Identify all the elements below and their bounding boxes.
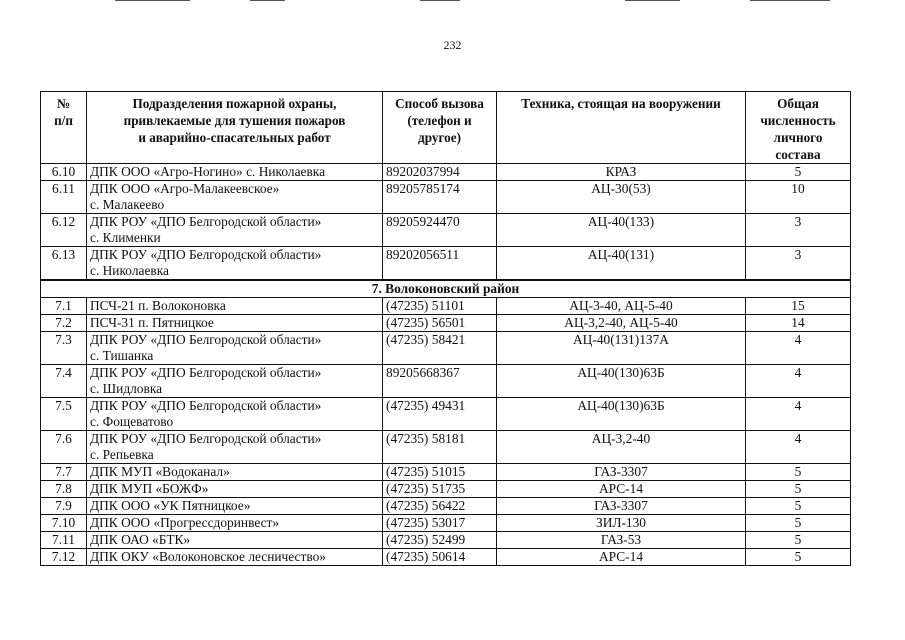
row-number: 6.12 <box>41 214 87 247</box>
unit-name <box>87 181 383 214</box>
unit-name-line: с. Николаевка <box>90 263 169 278</box>
equipment: ГАЗ-3307 <box>497 464 746 481</box>
unit-name-line: ПСЧ-21 п. Волоконовка <box>90 298 226 313</box>
call-method: (47235) 49431 <box>383 398 497 431</box>
unit-name <box>87 431 383 464</box>
table-row <box>41 464 851 481</box>
table-body-before <box>41 164 851 281</box>
staff-count: 4 <box>746 398 851 431</box>
unit-name <box>87 332 383 365</box>
unit-name-line: ДПК РОУ «ДПО Белгородской области» <box>90 431 322 446</box>
equipment: АРС-14 <box>497 481 746 498</box>
row-number: 7.9 <box>41 498 87 515</box>
row-number: 7.8 <box>41 481 87 498</box>
unit-name-line: с. Фощеватово <box>90 414 174 429</box>
unit-name-line: с. Репьевка <box>90 447 154 462</box>
table-row <box>41 315 851 332</box>
table-row <box>41 481 851 498</box>
row-number: 7.11 <box>41 532 87 549</box>
call-method: 89202056511 <box>383 247 497 281</box>
unit-name <box>87 164 383 181</box>
unit-name-line: ДПК МУП «Водоканал» <box>90 464 230 479</box>
call-method: (47235) 53017 <box>383 515 497 532</box>
unit-name-line: ДПК ООО «Агро-Малакеевское» <box>90 181 280 196</box>
equipment: АЦ-3,2-40, АЦ-5-40 <box>497 315 746 332</box>
unit-name-line: ДПК ООО «УК Пятницкое» <box>90 498 251 513</box>
call-method: (47235) 56501 <box>383 315 497 332</box>
row-number: 7.4 <box>41 365 87 398</box>
table-row <box>41 332 851 365</box>
unit-name-line: с. Тишанка <box>90 348 154 363</box>
row-number: 7.5 <box>41 398 87 431</box>
staff-count: 5 <box>746 549 851 566</box>
row-number: 6.11 <box>41 181 87 214</box>
unit-name <box>87 481 383 498</box>
header-unit: Подразделения пожарной охраны, привлекаемые для тушения пожаров и аварийно-спасательных работ <box>87 92 383 164</box>
table-row <box>41 398 851 431</box>
staff-count: 5 <box>746 515 851 532</box>
unit-name-line: с. Клименки <box>90 230 161 245</box>
unit-name <box>87 532 383 549</box>
call-method: 89202037994 <box>383 164 497 181</box>
equipment: АЦ-40(133) <box>497 214 746 247</box>
unit-name-line: ДПК ОКУ «Волоконовское лесничество» <box>90 549 326 564</box>
unit-name <box>87 298 383 315</box>
equipment: АЦ-3,2-40 <box>497 431 746 464</box>
unit-name-line: ДПК ОАО «БТК» <box>90 532 191 547</box>
call-method: (47235) 58181 <box>383 431 497 464</box>
call-method: (47235) 52499 <box>383 532 497 549</box>
unit-name-line: ДПК РОУ «ДПО Белгородской области» <box>90 247 322 262</box>
staff-count: 14 <box>746 315 851 332</box>
fire-units-table <box>40 91 851 566</box>
unit-name <box>87 549 383 566</box>
unit-name-line: ДПК РОУ «ДПО Белгородской области» <box>90 398 322 413</box>
call-method: 89205785174 <box>383 181 497 214</box>
staff-count: 5 <box>746 498 851 515</box>
table-row <box>41 532 851 549</box>
equipment: АЦ-40(131)137А <box>497 332 746 365</box>
unit-name <box>87 315 383 332</box>
row-number: 6.10 <box>41 164 87 181</box>
row-number: 7.10 <box>41 515 87 532</box>
unit-name-line: с. Шидловка <box>90 381 163 396</box>
unit-name <box>87 515 383 532</box>
equipment: АЦ-40(131) <box>497 247 746 281</box>
equipment: АЦ-3-40, АЦ-5-40 <box>497 298 746 315</box>
unit-name <box>87 398 383 431</box>
table-row <box>41 298 851 315</box>
equipment: АЦ-40(130)63Б <box>497 365 746 398</box>
table-row <box>41 247 851 281</box>
unit-name <box>87 464 383 481</box>
row-number: 7.6 <box>41 431 87 464</box>
page-number: 232 <box>443 38 462 52</box>
equipment: КРАЗ <box>497 164 746 181</box>
table-header-row <box>41 92 851 164</box>
table-row <box>41 431 851 464</box>
header-call-method: Способ вызова (телефон и другое) <box>383 92 497 164</box>
table-section <box>41 280 851 298</box>
call-method: (47235) 51015 <box>383 464 497 481</box>
unit-name-line: ДПК МУП «БОЖФ» <box>90 481 209 496</box>
row-number: 6.13 <box>41 247 87 281</box>
header-equipment: Техника, стоящая на вооружении <box>497 92 746 164</box>
section-row <box>41 280 851 298</box>
row-number: 7.1 <box>41 298 87 315</box>
table-row <box>41 515 851 532</box>
equipment: АЦ-30(53) <box>497 181 746 214</box>
table-body-after <box>41 298 851 566</box>
header-num: № п/п <box>41 92 87 164</box>
table-row <box>41 181 851 214</box>
call-method: (47235) 56422 <box>383 498 497 515</box>
table-row <box>41 498 851 515</box>
unit-name-line: с. Малакеево <box>90 197 165 212</box>
table-row <box>41 549 851 566</box>
staff-count: 15 <box>746 298 851 315</box>
table-row <box>41 214 851 247</box>
staff-count: 3 <box>746 214 851 247</box>
header-staff: Общая численность личного состава <box>746 92 851 164</box>
unit-name <box>87 247 383 281</box>
scan-top-edge <box>0 0 905 3</box>
unit-name-line: ДПК ООО «Прогрессдоринвест» <box>90 515 280 530</box>
row-number: 7.2 <box>41 315 87 332</box>
equipment: ГАЗ-53 <box>497 532 746 549</box>
section-title: 7. Волоконовский район <box>41 280 851 298</box>
table-row <box>41 365 851 398</box>
unit-name-line: ДПК РОУ «ДПО Белгородской области» <box>90 365 322 380</box>
call-method: (47235) 50614 <box>383 549 497 566</box>
unit-name <box>87 214 383 247</box>
staff-count: 5 <box>746 464 851 481</box>
equipment: АЦ-40(130)63Б <box>497 398 746 431</box>
table-row <box>41 164 851 181</box>
row-number: 7.3 <box>41 332 87 365</box>
staff-count: 5 <box>746 481 851 498</box>
staff-count: 3 <box>746 247 851 281</box>
equipment: ЗИЛ-130 <box>497 515 746 532</box>
call-method: (47235) 51101 <box>383 298 497 315</box>
equipment: ГАЗ-3307 <box>497 498 746 515</box>
unit-name-line: ДПК ООО «Агро-Ногино» с. Николаевка <box>90 164 326 179</box>
staff-count: 5 <box>746 532 851 549</box>
call-method: (47235) 58421 <box>383 332 497 365</box>
unit-name-line: ДПК РОУ «ДПО Белгородской области» <box>90 332 322 347</box>
staff-count: 4 <box>746 332 851 365</box>
row-number: 7.12 <box>41 549 87 566</box>
staff-count: 4 <box>746 431 851 464</box>
row-number: 7.7 <box>41 464 87 481</box>
unit-name-line: ДПК РОУ «ДПО Белгородской области» <box>90 214 322 229</box>
equipment: АРС-14 <box>497 549 746 566</box>
unit-name-line: ПСЧ-31 п. Пятницкое <box>90 315 214 330</box>
staff-count: 5 <box>746 164 851 181</box>
unit-name <box>87 498 383 515</box>
call-method: (47235) 51735 <box>383 481 497 498</box>
unit-name <box>87 365 383 398</box>
call-method: 89205924470 <box>383 214 497 247</box>
staff-count: 10 <box>746 181 851 214</box>
staff-count: 4 <box>746 365 851 398</box>
call-method: 89205668367 <box>383 365 497 398</box>
